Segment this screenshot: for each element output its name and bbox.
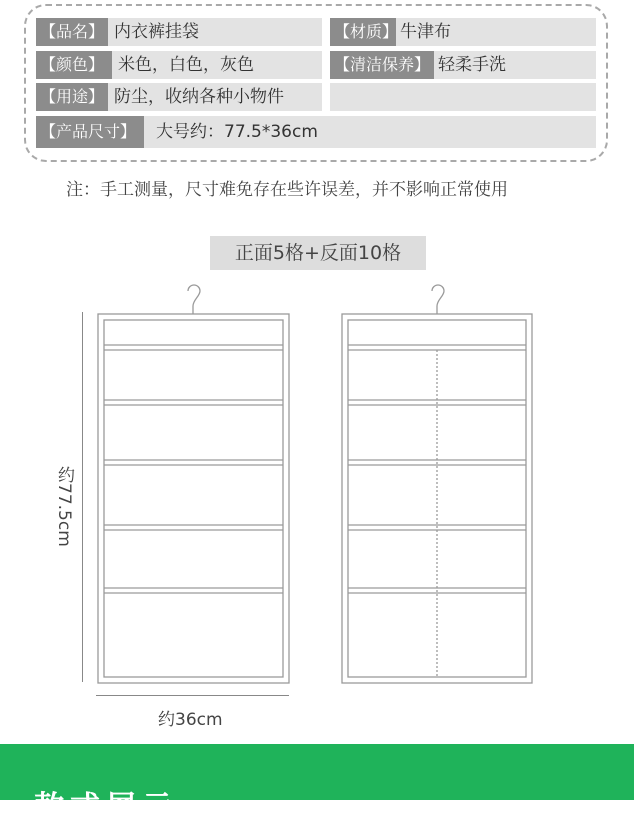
height-dimension-line — [82, 312, 83, 682]
left-bag-inner — [104, 320, 283, 677]
size-value: 大号约：77.5*36cm — [156, 122, 318, 142]
measurement-note: 注：手工测量，尺寸难免存在些许误差，并不影响正常使用 — [66, 180, 508, 200]
color-value: 米色，白色，灰色 — [118, 55, 254, 75]
left-bag-outer — [98, 314, 289, 683]
right-hanger-hook — [432, 285, 444, 314]
section-header-text: 款式展示 — [34, 790, 178, 825]
material-label: 【材质】 — [330, 18, 396, 46]
usage-value: 防尘，收纳各种小物件 — [114, 87, 284, 107]
width-dimension-label: 约36cm — [158, 710, 223, 730]
left-hanger-hook — [188, 285, 200, 314]
name-label: 【品名】 — [36, 18, 108, 46]
material-value: 牛津布 — [400, 22, 451, 42]
usage-label: 【用途】 — [36, 83, 108, 111]
color-label: 【颜色】 — [36, 51, 112, 79]
height-dimension-label: 约77.5cm — [54, 466, 74, 547]
care-label: 【清洁保养】 — [330, 51, 434, 79]
width-dimension-line — [96, 695, 289, 696]
care-value: 轻柔手洗 — [438, 55, 506, 75]
left-pocket-lines — [104, 345, 283, 593]
compartment-banner: 正面5格+反面10格 — [210, 236, 426, 270]
size-label: 【产品尺寸】 — [36, 116, 144, 148]
name-value: 内衣裤挂袋 — [114, 22, 199, 42]
